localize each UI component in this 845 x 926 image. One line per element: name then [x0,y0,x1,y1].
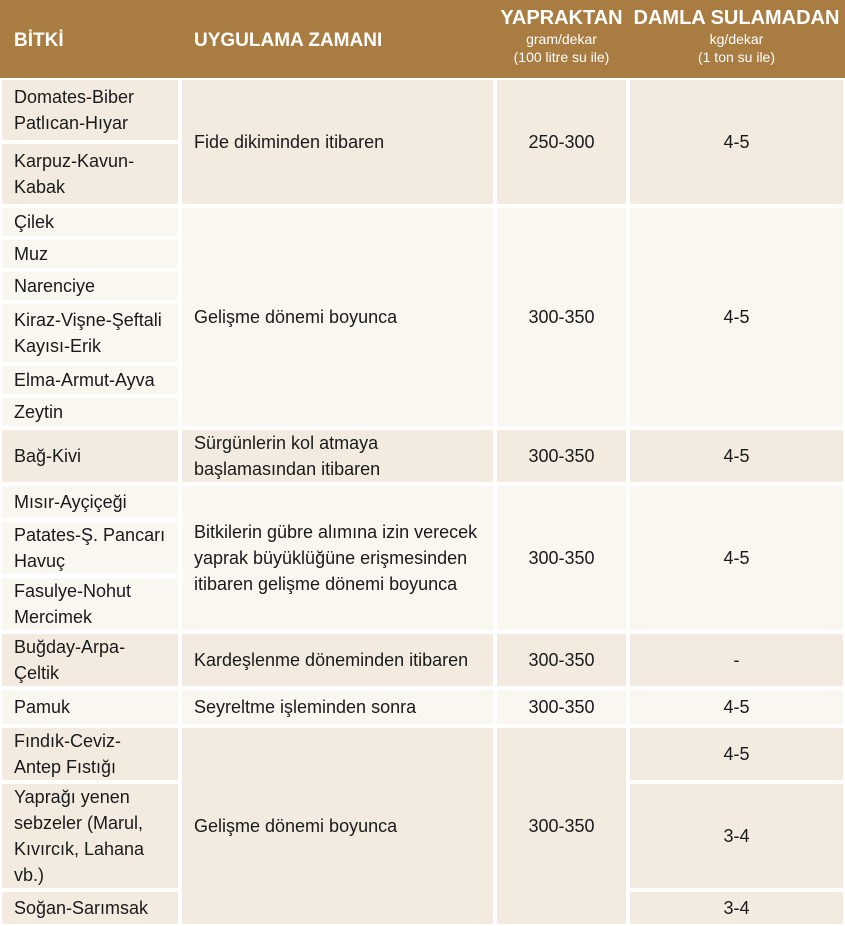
header-drip-title: DAMLA SULAMADAN [633,7,840,29]
time-cell: Gelişme dönemi boyunca [180,726,495,926]
header-foliar-unit: gram/dekar [526,31,597,47]
foliar-cell: 300-350 [495,632,628,688]
plant-cell: Elma-Armut-Ayva [0,364,180,396]
plant-cell: Karpuz-Kavun- Kabak [0,142,180,206]
plant-cell: Soğan-Sarımsak [0,890,180,926]
plant-cell: Patates-Ş. Pancarı Havuç [0,520,180,576]
foliar-cell: 300-350 [495,688,628,726]
table-row [0,726,845,782]
drip-cell: 4-5 [628,428,845,484]
drip-cell: 3-4 [628,890,845,926]
table-row [0,688,845,726]
header-plant: BİTKİ [0,0,180,78]
plant-cell: Buğday-Arpa-Çeltik [0,632,180,688]
foliar-cell: 300-350 [495,484,628,632]
time-cell: Kardeşlenme döneminden itibaren [180,632,495,688]
drip-cell: 4-5 [628,78,845,206]
plant-cell: Pamuk [0,688,180,726]
plant-cell: Bağ-Kivi [0,428,180,484]
drip-cell: 4-5 [628,726,845,782]
foliar-cell: 300-350 [495,206,628,428]
plant-cell: Kiraz-Vişne-Şeftali Kayısı-Erik [0,302,180,364]
time-cell: Fide dikiminden itibaren [180,78,495,206]
plant-cell: Narenciye [0,270,180,302]
plant-cell: Fasulye-Nohut Mercimek [0,576,180,632]
drip-cell: 4-5 [628,206,845,428]
time-cell: Seyreltme işleminden sonra [180,688,495,726]
plant-cell: Fındık-Ceviz- Antep Fıstığı [0,726,180,782]
plant-cell: Çilek [0,206,180,238]
drip-cell: 4-5 [628,484,845,632]
time-cell: Gelişme dönemi boyunca [180,206,495,428]
header-drip [628,0,845,78]
drip-cell: 3-4 [628,782,845,890]
drip-cell: - [628,632,845,688]
plant-cell: Domates-Biber Patlıcan-Hıyar [0,78,180,142]
foliar-cell: 250-300 [495,78,628,206]
header-foliar-note: (100 litre su ile) [513,49,610,65]
header-foliar-title: YAPRAKTAN [500,7,623,29]
table-row [0,632,845,688]
plant-cell: Zeytin [0,396,180,428]
table-row [0,206,845,238]
header-drip-unit: kg/dekar [709,31,764,47]
foliar-cell: 300-350 [495,428,628,484]
header-time: UYGULAMA ZAMANI [180,0,495,78]
header-foliar [495,0,628,78]
foliar-cell: 300-350 [495,726,628,926]
plant-cell: Muz [0,238,180,270]
table-row [0,484,845,520]
time-cell: Sürgünlerin kol atmaya başlamasından itibaren [180,428,495,484]
time-cell: Bitkilerin gübre alımına izin verecek yaprak büyüklüğüne erişmesinden itibaren gelişme dönemi boyunca [180,484,495,632]
header-drip-note: (1 ton su ile) [697,49,776,65]
table-row [0,78,845,142]
drip-cell: 4-5 [628,688,845,726]
table-row [0,428,845,484]
header-row [0,0,845,78]
plant-cell: Mısır-Ayçiçeği [0,484,180,520]
plant-cell: Yaprağı yenen sebzeler (Marul, Kıvırcık, Lahana vb.) [0,782,180,890]
